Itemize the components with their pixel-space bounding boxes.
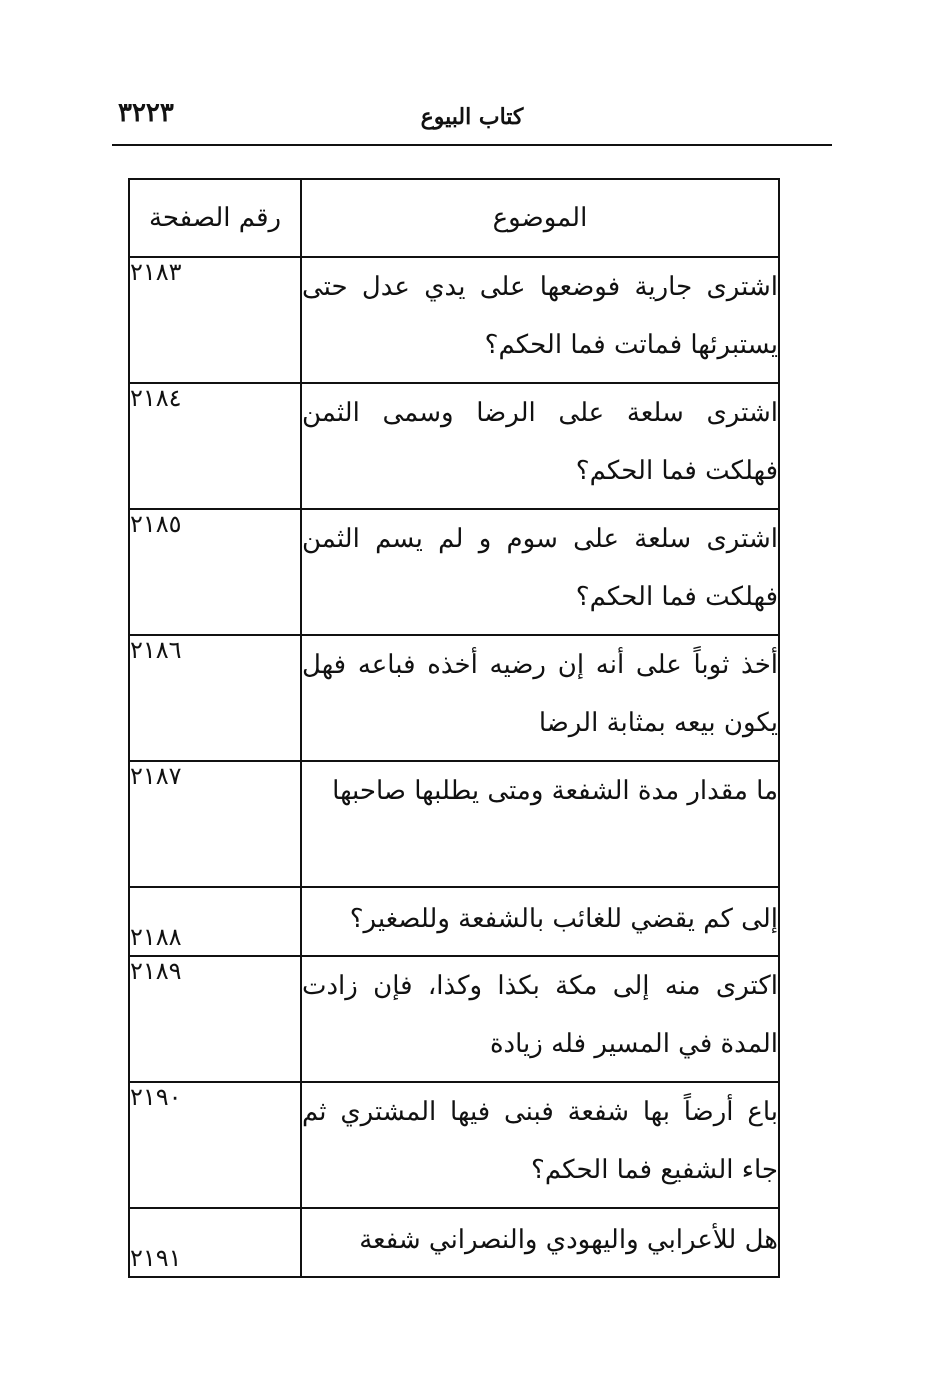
table-row	[129, 956, 779, 1082]
column-header-page: رقم الصفحة	[129, 179, 301, 257]
row-page-number: ٢١٨٩	[129, 956, 301, 1082]
table-row	[129, 887, 779, 956]
row-topic: باع أرضاً بها شفعة فبنى فيها المشتري ثم جاء الشفيع فما الحكم؟	[301, 1082, 779, 1208]
row-page-number: ٢١٨٥	[129, 509, 301, 635]
row-topic: أخذ ثوباً على أنه إن رضيه أخذه فباعه فهل يكون بيعه بمثابة الرضا	[301, 635, 779, 761]
table-row	[129, 761, 779, 887]
table-row	[129, 509, 779, 635]
row-topic: إلى كم يقضي للغائب بالشفعة وللصغير؟	[301, 887, 779, 956]
index-table	[128, 178, 780, 1278]
row-page-number: ٢١٨٣	[129, 257, 301, 383]
row-topic: ما مقدار مدة الشفعة ومتى يطلبها صاحبها	[301, 761, 779, 887]
table-row	[129, 1208, 779, 1277]
row-topic: اكترى منه إلى مكة بكذا وكذا، فإن زادت المدة في المسير فله زيادة	[301, 956, 779, 1082]
row-topic: اشترى جارية فوضعها على يدي عدل حتى يستبرئها فماتت فما الحكم؟	[301, 257, 779, 383]
row-topic: هل للأعرابي واليهودي والنصراني شفعة	[301, 1208, 779, 1277]
page-number: ٣٢٢٣	[118, 98, 174, 128]
running-header	[112, 96, 832, 146]
row-page-number: ٢١٨٨	[129, 887, 301, 956]
table-row	[129, 257, 779, 383]
table-row	[129, 635, 779, 761]
row-page-number: ٢١٨٦	[129, 635, 301, 761]
book-title: كتاب البيوع	[420, 104, 524, 130]
row-page-number: ٢١٩٠	[129, 1082, 301, 1208]
row-page-number: ٢١٨٧	[129, 761, 301, 887]
row-page-number: ٢١٨٤	[129, 383, 301, 509]
table-row	[129, 1082, 779, 1208]
row-topic: اشترى سلعة على الرضا وسمى الثمن فهلكت فما الحكم؟	[301, 383, 779, 509]
column-header-topic: الموضوع	[301, 179, 779, 257]
table-header-row	[129, 179, 779, 257]
row-topic: اشترى سلعة على سوم و لم يسم الثمن فهلكت فما الحكم؟	[301, 509, 779, 635]
row-page-number: ٢١٩١	[129, 1208, 301, 1277]
table-row	[129, 383, 779, 509]
